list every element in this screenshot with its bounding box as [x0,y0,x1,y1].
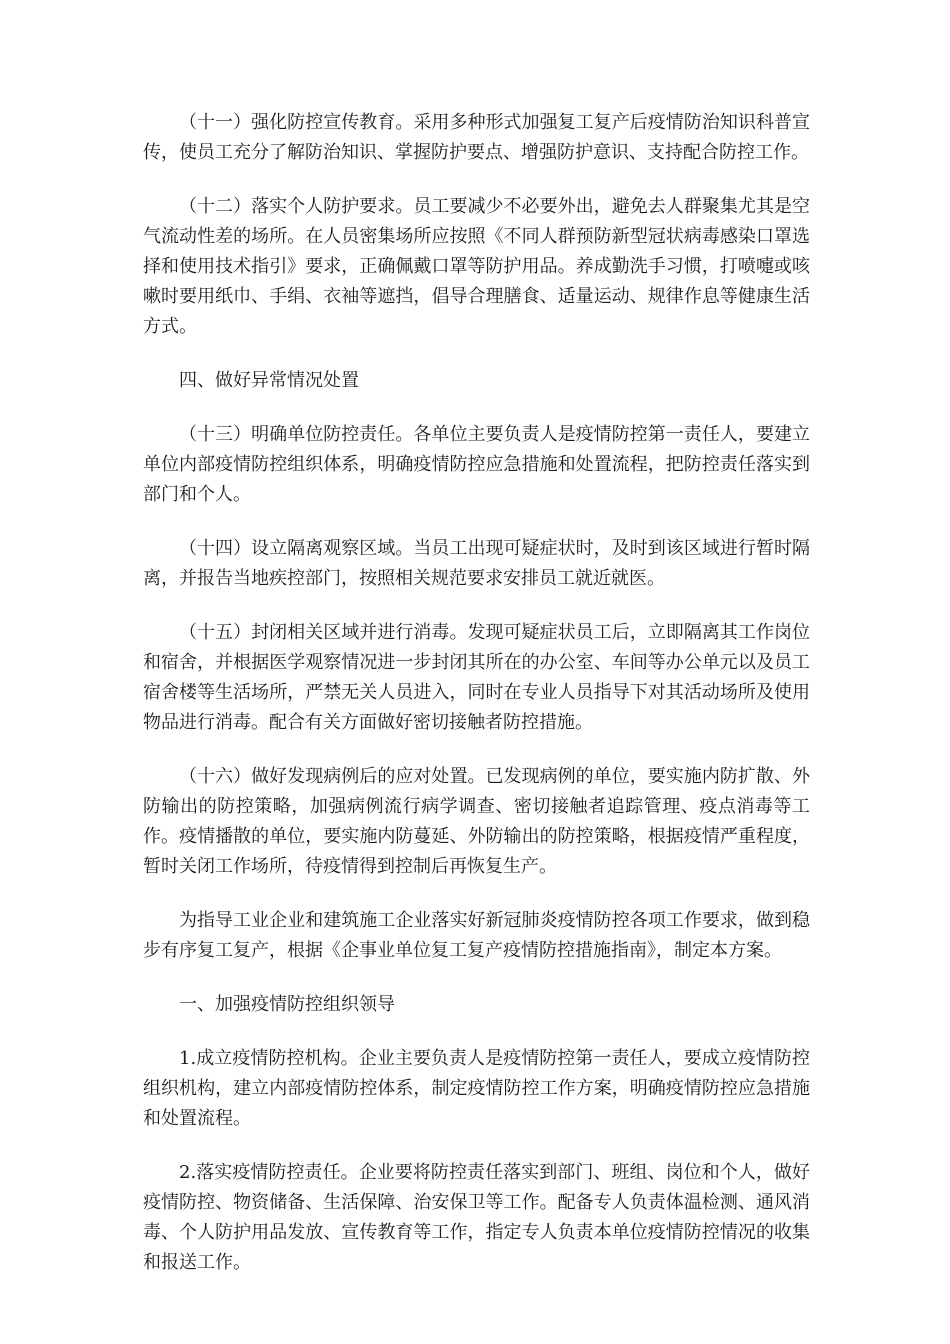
para-16-case-response: （十六）做好发现病例后的应对处置。已发现病例的单位，要实施内防扩散、外防输出的防控策略，加强病例流行病学调查、密切接触者追踪管理、疫点消毒等工作。疫情播散的单位，要实施内防蔓延、外防输出的防控策略，根据疫情严重程度，暂时关闭工作场所，待疫情得到控制后再恢复生产。 [143,766,810,877]
para-14-isolation-area: （十四）设立隔离观察区域。当员工出现可疑症状时，及时到该区域进行暂时隔离，并报告当地疾控部门，按照相关规范要求安排员工就近就医。 [143,538,810,589]
para-2-implement-responsibility: 2.落实疫情防控责任。企业要将防控责任落实到部门、班组、岗位和个人，做好疫情防控、物资储备、生活保障、治安保卫等工作。配备专人负责体温检测、通风消毒、个人防护用品发放、宣传教育等工作，指定专人负责本单位疫情防控情况的收集和报送工作。 [143,1162,810,1273]
para-plan-introduction: 为指导工业企业和建筑施工企业落实好新冠肺炎疫情防控各项工作要求，做到稳步有序复工复产，根据《企事业单位复工复产疫情防控措施指南》，制定本方案。 [143,910,810,961]
para-12-personal-protection: （十二）落实个人防护要求。员工要减少不必要外出，避免去人群聚集尤其是空气流动性差的场所。在人员密集场所应按照《不同人群预防新型冠状病毒感染口罩选择和使用技术指引》要求，正确佩戴口罩等防护用品。养成勤洗手习惯，打喷嚏或咳嗽时要用纸巾、手绢、衣袖等遮挡，倡导合理膳食、适量运动、规律作息等健康生活方式。 [143,196,810,337]
para-13-unit-responsibility: （十三）明确单位防控责任。各单位主要负责人是疫情防控第一责任人，要建立单位内部疫情防控组织体系，明确疫情防控应急措施和处置流程，把防控责任落实到部门和个人。 [143,424,810,505]
document-body [143,108,810,1302]
para-11-publicity-education: （十一）强化防控宣传教育。采用多种形式加强复工复产后疫情防治知识科普宣传，使员工充分了解防治知识、掌握防护要点、增强防护意识、支持配合防控工作。 [143,112,810,163]
para-1-establish-agency: 1.成立疫情防控机构。企业主要负责人是疫情防控第一责任人，要成立疫情防控组织机构，建立内部疫情防控体系，制定疫情防控工作方案，明确疫情防控应急措施和处置流程。 [143,1048,810,1129]
section-heading-1: 一、加强疫情防控组织领导 [179,994,395,1015]
para-15-close-and-disinfect: （十五）封闭相关区域并进行消毒。发现可疑症状员工后，立即隔离其工作岗位和宿舍，并根据医学观察情况进一步封闭其所在的办公室、车间等办公单元以及员工宿舍楼等生活场所，严禁无关人员进入，同时在专业人员指导下对其活动场所及使用物品进行消毒。配合有关方面做好密切接触者防控措施。 [143,622,810,733]
section-heading-4: 四、做好异常情况处置 [179,370,359,391]
